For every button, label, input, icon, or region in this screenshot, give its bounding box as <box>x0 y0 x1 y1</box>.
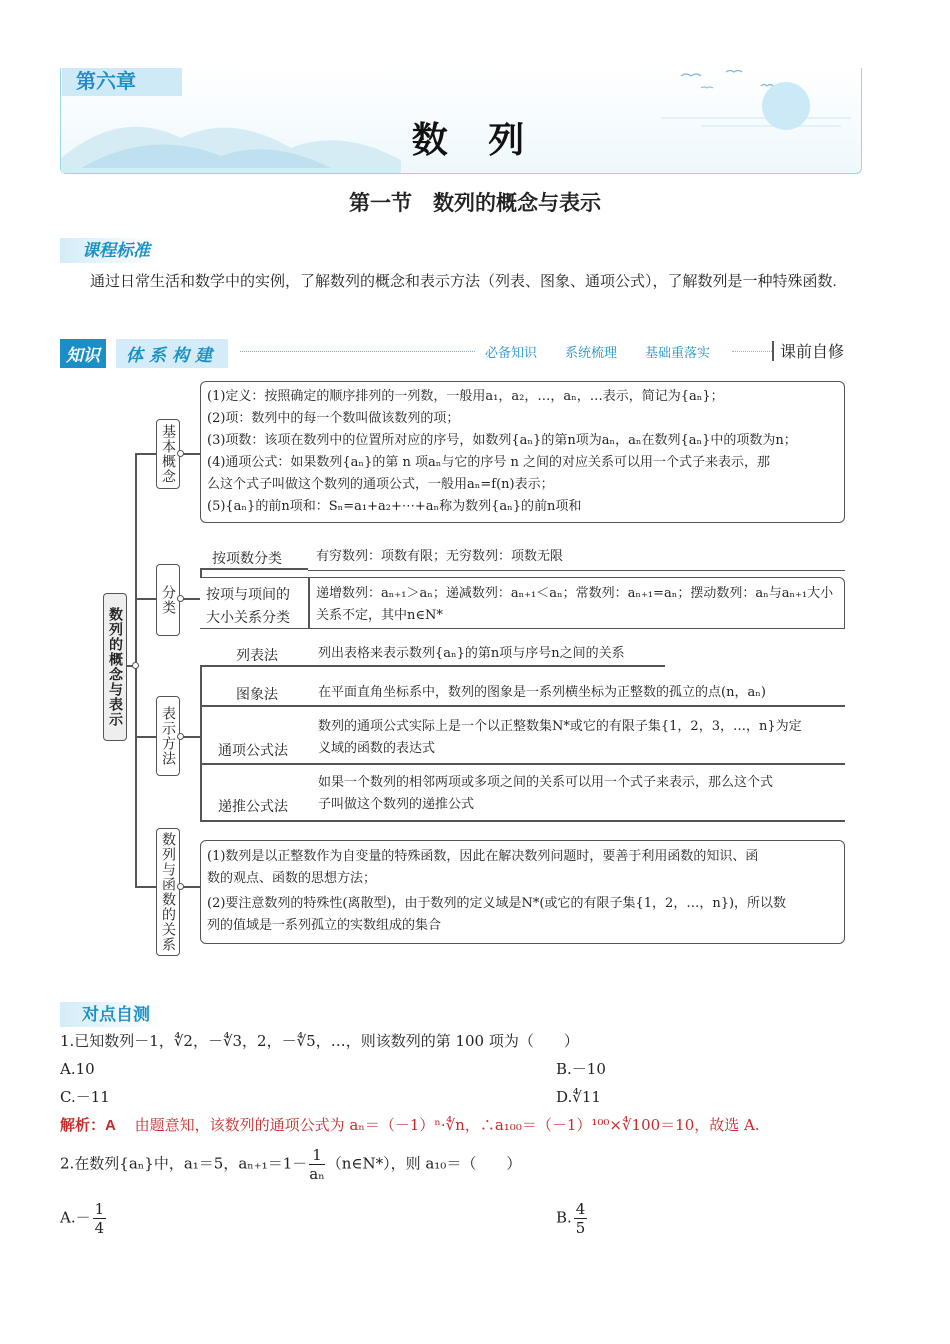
question-1-option-c[interactable]: C.－11 <box>60 1088 110 1106</box>
section-title: 第一节 数列的概念与表示 <box>349 192 601 215</box>
question-2-stem-a: 2.在数列{aₙ}中，a₁＝5，aₙ₊₁＝1－ <box>60 1154 308 1173</box>
branch-basic-concepts: 基本概念 <box>156 419 180 489</box>
answer-label: 解析：A <box>60 1117 116 1134</box>
method-recursive-text-b: 子叫做这个数列的递推公式 <box>318 797 475 812</box>
question-1-answer <box>60 1114 760 1135</box>
concept-partial-sum: (5){aₙ}的前n项和：Sₙ=a₁+a₂+⋯+aₙ称为数列{aₙ}的前n项和 <box>207 499 582 514</box>
class-by-order-label <box>206 584 290 630</box>
knowledge-right-label: 课前自修 <box>780 344 845 361</box>
class-by-count-text: 有穷数列：项数有限；无穷数列：项数无限 <box>316 549 564 564</box>
chapter-title: 数 列 <box>411 119 539 161</box>
root-dot <box>132 662 139 669</box>
method-formula-label: 通项公式法 <box>218 743 288 759</box>
concept-general-term: (4)通项公式：如果数列{aₙ}的第 n 项aₙ与它的序号 n 之间的对应关系可以用一个式子来表示，那 <box>207 455 770 470</box>
option-b-prefix: B. <box>556 1208 572 1227</box>
branch1-dot <box>177 450 184 457</box>
class-by-order-label-a: 按项与项间的 <box>206 587 290 603</box>
option-a-den: 4 <box>94 1219 105 1237</box>
concept-definition: (1)定义：按照确定的顺序排列的一列数，一般用a₁，a₂，…，aₙ，…表示，简记为{aₙ}； <box>207 389 724 404</box>
branch2-dot <box>177 595 184 602</box>
option-a-prefix: A.－ <box>60 1208 91 1227</box>
branch-representation: 表示方法 <box>156 696 180 776</box>
concept-term: (2)项：数列中的每一个数叫做该数列的项； <box>207 411 460 426</box>
selftest-tag: 对点自测 <box>60 1002 162 1027</box>
chapter-label: 第六章 <box>62 68 182 96</box>
knowledge-tag-b: 体系构建 <box>116 339 228 368</box>
method-formula-text-b: 义域的函数的表达式 <box>318 741 436 756</box>
question-2-option-b[interactable] <box>556 1200 589 1237</box>
question-1-stem: 1.已知数列－1，∜2，－∜3，2，－∜5，…，则该数列的第 100 项为（ ） <box>60 1032 579 1050</box>
concept-general-term-cont: 么这个式子叫做这个数列的通项公式，一般用aₙ=f(n)表示； <box>207 477 554 492</box>
option-a-num: 1 <box>94 1200 105 1218</box>
option-a-fraction <box>93 1200 107 1237</box>
knowledge-tag-a: 知识 <box>60 339 106 368</box>
option-b-den: 5 <box>575 1219 586 1237</box>
knowledge-item-3: 基础重落实 <box>645 345 711 360</box>
method-table-text: 列出表格来表示数列{aₙ}的第n项与序号n之间的关系 <box>318 646 625 661</box>
relation-line-2: 数的观点、函数的思想方法； <box>207 871 377 886</box>
question-1-option-a[interactable]: A.10 <box>60 1060 95 1078</box>
knowledge-item-1: 必备知识 <box>485 345 538 360</box>
curriculum-header <box>60 236 162 261</box>
dotted-divider <box>240 351 475 352</box>
branch-function-relation: 数列与函数的关系 <box>156 828 180 956</box>
class-by-count-box <box>308 545 845 571</box>
bar-separator <box>772 341 774 361</box>
branch4-dot <box>177 883 184 890</box>
method-table-label: 列表法 <box>236 648 278 664</box>
option-b-fraction <box>574 1200 588 1237</box>
relation-line-3: (2)要注意数列的特殊性(离散型)，由于数列的定义域是N*(或它的有限子集{1，2，…，n})，所以数 <box>207 896 787 911</box>
class-by-order-text-a: 递增数列：aₙ₊₁＞aₙ；递减数列：aₙ₊₁＜aₙ；常数列：aₙ₊₁=aₙ；摆动数列：aₙ与aₙ₊₁大小 <box>316 586 834 601</box>
method-graph-label: 图象法 <box>236 687 278 703</box>
question-1-option-b[interactable]: B.－10 <box>556 1060 606 1078</box>
relation-line-4: 列的值域是一系列孤立的实数组成的集合 <box>207 918 442 933</box>
function-relation-box <box>200 840 845 944</box>
fraction-num: 1 <box>309 1146 324 1165</box>
dotted-divider-2 <box>732 351 772 352</box>
relation-line-1: (1)数列是以正整数作为自变量的特殊函数，因此在解决数列问题时，要善于利用函数的知识、函 <box>207 849 759 864</box>
question-1-option-d[interactable]: D.∜11 <box>556 1088 601 1106</box>
selftest-header <box>60 1000 162 1025</box>
mindmap-root: 数列的概念与表示 <box>103 593 127 741</box>
method-recursive-label: 递推公式法 <box>218 799 288 815</box>
curriculum-tag: 课程标准 <box>60 238 162 263</box>
branch-classification: 分类 <box>156 564 180 636</box>
class-by-order-label-b: 大小关系分类 <box>206 610 290 626</box>
knowledge-bar <box>60 339 855 365</box>
branch3-dot <box>177 733 184 740</box>
answer-text: 由题意知，该数列的通项公式为 aₙ＝（－1）ⁿ·∜n，∴a₁₀₀＝（－1）¹⁰⁰×∜100＝10，故选 A. <box>134 1116 760 1134</box>
method-graph-text: 在平面直角坐标系中，数列的图象是一系列横坐标为正整数的孤立的点(n，aₙ) <box>318 685 766 700</box>
method-recursive-text-a: 如果一个数列的相邻两项或多项之间的关系可以用一个式子来表示，那么这个式 <box>318 775 774 790</box>
concept-index: (3)项数：该项在数列中的位置所对应的序号，如数列{aₙ}的第n项为aₙ，aₙ在数列{aₙ}中的项数为n； <box>207 433 797 448</box>
question-2-stem-b: （n∈N*），则 a₁₀＝（ ） <box>326 1154 522 1173</box>
option-b-num: 4 <box>575 1200 586 1218</box>
fraction-den: aₙ <box>309 1165 325 1183</box>
class-by-count-label: 按项数分类 <box>212 551 282 567</box>
trunk-line <box>135 453 137 887</box>
question-2-option-a[interactable] <box>60 1200 108 1237</box>
question-2-stem <box>60 1146 521 1183</box>
question-2-fraction <box>309 1146 324 1183</box>
curriculum-text: 通过日常生活和数学中的实例，了解数列的概念和表示方法（列表、图象、通项公式），了解数列是一种特殊函数. <box>90 273 837 290</box>
class-by-order-text-b: 关系不定，其中n∈N* <box>316 608 443 623</box>
basic-concepts-box <box>200 381 845 523</box>
knowledge-item-2: 系统梳理 <box>565 345 618 360</box>
method-formula-text-a: 数列的通项公式实际上是一个以正整数集N*或它的有限子集{1，2，3，…，n}为定 <box>318 719 802 734</box>
